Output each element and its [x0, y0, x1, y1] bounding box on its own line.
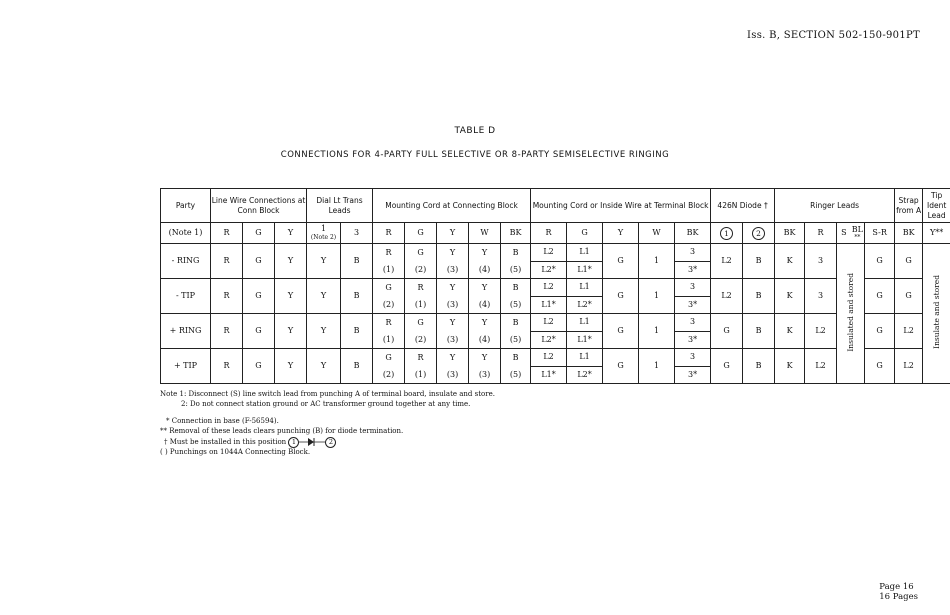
cell: Y — [307, 349, 341, 384]
cell-value: L1* — [541, 369, 556, 379]
ringer-s-stored-cell — [837, 244, 865, 384]
cell: G — [243, 314, 275, 349]
cell: G — [865, 349, 895, 384]
cell — [469, 349, 501, 384]
dial-lt-header: Dial Lt Trans Leads — [307, 189, 373, 223]
party-cell: + RING — [161, 314, 211, 349]
cell — [469, 244, 501, 279]
punching: (4) — [478, 334, 491, 344]
punching: (5) — [509, 334, 522, 344]
punching: (5) — [509, 369, 522, 379]
cell: R — [211, 279, 243, 314]
cell-value: Y — [449, 247, 456, 257]
mounting-cord-inside-header: Mounting Cord or Inside Wire at Terminal Block — [531, 189, 711, 223]
punching: (1) — [382, 264, 395, 274]
subheader-cell: BK — [895, 223, 923, 244]
cell — [373, 314, 405, 349]
cell-value: R — [417, 282, 424, 292]
subheader-cell: BK — [675, 223, 711, 244]
cell — [437, 244, 469, 279]
mounting-cord-header: Mounting Cord at Connecting Block — [373, 189, 531, 223]
table-title: TABLE D — [454, 126, 496, 136]
subheader-row — [161, 223, 950, 244]
cell — [501, 314, 531, 349]
punching: (2) — [382, 299, 395, 309]
cell: 1 — [639, 279, 675, 314]
cell: G — [603, 349, 639, 384]
cell — [373, 244, 405, 279]
cell: R — [211, 314, 243, 349]
cell: Y — [275, 279, 307, 314]
cell — [405, 314, 437, 349]
subheader-cell: R — [531, 223, 567, 244]
circled-2: 2 — [752, 227, 765, 240]
page-count: 16 Pages — [879, 592, 918, 602]
punching: (5) — [509, 299, 522, 309]
diode-label: 426N Diode — [717, 200, 762, 210]
cell: G — [243, 349, 275, 384]
cell — [405, 244, 437, 279]
tip-ident-header: Tip Ident Lead — [923, 189, 950, 223]
subheader-cell: R — [373, 223, 405, 244]
cell-value: L2* — [577, 369, 592, 379]
table-row — [161, 349, 950, 384]
cell — [469, 314, 501, 349]
cell — [531, 244, 567, 279]
cell-value: L1* — [577, 334, 592, 344]
cell-value: L2 — [531, 314, 566, 332]
cell — [373, 349, 405, 384]
note2-ref: (Note 2) — [310, 233, 337, 241]
cell-value: 3* — [688, 334, 698, 344]
cell-value: R — [385, 247, 392, 257]
subheader-cell — [851, 223, 865, 244]
cell: G — [895, 244, 923, 279]
cell: Y — [275, 314, 307, 349]
cell-value: L2 — [531, 349, 566, 367]
cell: L2 — [895, 314, 923, 349]
page-number: Page 16 — [879, 582, 914, 592]
cell: G — [603, 279, 639, 314]
punching: (4) — [478, 264, 491, 274]
ringer-header: Ringer Leads — [775, 189, 895, 223]
cell: B — [341, 349, 373, 384]
vertical-label: Insulated and stored — [845, 272, 855, 352]
cell-value: L2* — [541, 334, 556, 344]
subheader-cell: S — [837, 223, 851, 244]
cell — [437, 349, 469, 384]
note-double-star: ** Removal of these leads clears punching (B) for diode termination. — [160, 426, 404, 435]
group-header-row — [161, 189, 950, 223]
note-1: Note 1: Disconnect (S) line switch lead from punching A of terminal board, insulate and store. — [160, 390, 495, 398]
cell — [437, 314, 469, 349]
cell-value: Y — [481, 247, 488, 257]
subheader-cell: Y — [437, 223, 469, 244]
note-paren: ( ) Punchings on 1044A Connecting Block. — [160, 448, 311, 456]
cell: Y — [307, 244, 341, 279]
cell: Y — [307, 279, 341, 314]
subheader-cell: W — [639, 223, 675, 244]
punching: (2) — [414, 334, 427, 344]
cell-value: G — [385, 282, 392, 292]
subheader-cell: Y — [603, 223, 639, 244]
subheader-cell: G — [243, 223, 275, 244]
cell-value: L1 — [567, 349, 602, 367]
subheader-cell: 3 — [341, 223, 373, 244]
cell — [405, 349, 437, 384]
cell-value: Y — [449, 352, 456, 362]
cell: K — [775, 349, 805, 384]
cell: G — [711, 314, 743, 349]
cell-value: L1* — [541, 299, 556, 309]
punching: (1) — [382, 334, 395, 344]
subheader-cell — [743, 223, 775, 244]
cell-value: 3 — [675, 279, 710, 297]
cell-value: L2 — [531, 279, 566, 297]
cell — [437, 279, 469, 314]
party-cell: - RING — [161, 244, 211, 279]
party-cell: - TIP — [161, 279, 211, 314]
subheader-cell: R — [805, 223, 837, 244]
cell-value: L2* — [577, 299, 592, 309]
bl-mark: ** — [854, 233, 861, 241]
cell-value: R — [385, 317, 392, 327]
cell — [531, 314, 567, 349]
cell: G — [243, 244, 275, 279]
cell — [501, 244, 531, 279]
cell: L2 — [711, 279, 743, 314]
circled-1: 1 — [288, 437, 299, 448]
subheader-cell: R — [211, 223, 243, 244]
cell — [501, 349, 531, 384]
cell-value: L2 — [531, 244, 566, 262]
punching: (3) — [446, 369, 459, 379]
punching: (2) — [414, 264, 427, 274]
cell — [675, 244, 711, 279]
cell: K — [775, 314, 805, 349]
party-cell: + TIP — [161, 349, 211, 384]
cell-value: L1 — [567, 279, 602, 297]
cell-value: Y — [481, 317, 488, 327]
diode-diagram — [288, 436, 336, 448]
cell-value: L1 — [567, 244, 602, 262]
punching: (4) — [478, 299, 491, 309]
subheader-cell: Y — [275, 223, 307, 244]
cell-value: Y — [449, 317, 456, 327]
note-dagger — [160, 436, 495, 448]
cell — [405, 279, 437, 314]
cell-value: G — [385, 352, 392, 362]
cell-value: 3 — [675, 244, 710, 262]
cell: B — [341, 314, 373, 349]
subheader-cell: G — [567, 223, 603, 244]
cell-value: Y — [481, 282, 488, 292]
table-subtitle: CONNECTIONS FOR 4-PARTY FULL SELECTIVE OR 8-PARTY SEMISELECTIVE RINGING — [280, 150, 670, 160]
cell: G — [603, 314, 639, 349]
diode-header — [711, 189, 775, 223]
cell-value: G — [417, 247, 424, 257]
dagger-mark: † — [763, 200, 768, 210]
cell — [531, 349, 567, 384]
cell: Y — [275, 244, 307, 279]
punching: (1) — [414, 369, 427, 379]
cell: B — [743, 279, 775, 314]
cell: B — [743, 244, 775, 279]
subheader-cell: S-R — [865, 223, 895, 244]
cell — [531, 279, 567, 314]
cell-value: Y — [449, 282, 456, 292]
cell: B — [743, 349, 775, 384]
vertical-label: Insulate and stored — [931, 275, 941, 349]
cell: Y — [307, 314, 341, 349]
cell-value: 3* — [688, 369, 698, 379]
table-row — [161, 314, 950, 349]
cell: 1 — [639, 349, 675, 384]
cell-value: B — [512, 247, 519, 257]
table-row — [161, 279, 950, 314]
table-row — [161, 244, 950, 279]
cell: L2 — [805, 349, 837, 384]
punching: (3) — [446, 264, 459, 274]
subheader-cell: BK — [775, 223, 805, 244]
cell — [501, 279, 531, 314]
line-wire-header: Line Wire Connections at Conn Block — [211, 189, 307, 223]
cell-value: L2* — [541, 264, 556, 274]
cell: K — [775, 279, 805, 314]
subheader-cell — [307, 223, 341, 244]
cell-value: 3 — [675, 314, 710, 332]
cell: G — [865, 314, 895, 349]
cell-value: B — [512, 282, 519, 292]
cell: 3 — [805, 279, 837, 314]
bl-label: BL — [851, 224, 863, 234]
cell-value: B — [512, 317, 519, 327]
cell: B — [743, 314, 775, 349]
cell-value: 3* — [688, 299, 698, 309]
dial-1-label: 1 — [320, 223, 327, 233]
tip-ident-stored-cell — [923, 244, 950, 384]
cell-value: R — [417, 352, 424, 362]
cell: G — [895, 279, 923, 314]
subheader-cell — [711, 223, 743, 244]
note1-subheader: (Note 1) — [161, 223, 211, 244]
cell — [567, 314, 603, 349]
cell — [373, 279, 405, 314]
cell — [567, 244, 603, 279]
cell-value: 3 — [675, 349, 710, 367]
cell-value: B — [512, 352, 519, 362]
punching: (5) — [509, 264, 522, 274]
subheader-cell: W — [469, 223, 501, 244]
punching: (3) — [446, 334, 459, 344]
table-notes — [160, 390, 495, 458]
cell: G — [603, 244, 639, 279]
connections-table — [160, 188, 950, 384]
cell: 1 — [639, 244, 675, 279]
cell: L2 — [711, 244, 743, 279]
cell: L2 — [805, 314, 837, 349]
subheader-cell: G — [405, 223, 437, 244]
diode-icon — [299, 436, 325, 448]
cell: R — [211, 244, 243, 279]
cell: K — [775, 244, 805, 279]
cell: Y — [275, 349, 307, 384]
cell-value: G — [417, 317, 424, 327]
cell: B — [341, 244, 373, 279]
cell: 3 — [805, 244, 837, 279]
circled-1: 1 — [720, 227, 733, 240]
cell-value: L1 — [567, 314, 602, 332]
cell — [675, 279, 711, 314]
cell: 1 — [639, 314, 675, 349]
punching: (2) — [382, 369, 395, 379]
dagger-text: † Must be installed in this position — [164, 438, 287, 446]
cell: G — [243, 279, 275, 314]
subheader-cell: BK — [501, 223, 531, 244]
cell-value: 3* — [688, 264, 698, 274]
cell — [675, 314, 711, 349]
punching: (1) — [414, 299, 427, 309]
cell: L2 — [895, 349, 923, 384]
cell: G — [865, 279, 895, 314]
party-header: Party — [161, 189, 211, 223]
document-header: Iss. B, SECTION 502-150-901PT — [747, 30, 920, 41]
cell: R — [211, 349, 243, 384]
cell — [567, 279, 603, 314]
cell — [567, 349, 603, 384]
cell-value: L1* — [577, 264, 592, 274]
note-star: * Connection in base (F-56594). — [166, 417, 279, 425]
cell: G — [711, 349, 743, 384]
punching: (3) — [478, 369, 491, 379]
strap-header: Strap from A — [895, 189, 923, 223]
punching: (3) — [446, 299, 459, 309]
page-footer — [879, 582, 918, 602]
cell — [675, 349, 711, 384]
note-2: 2: Do not connect station ground or AC transformer ground together at any time. — [181, 399, 471, 408]
cell: G — [865, 244, 895, 279]
subheader-cell: Y** — [923, 223, 950, 244]
cell — [469, 279, 501, 314]
cell-value: Y — [481, 352, 488, 362]
circled-2: 2 — [325, 437, 336, 448]
cell: B — [341, 279, 373, 314]
